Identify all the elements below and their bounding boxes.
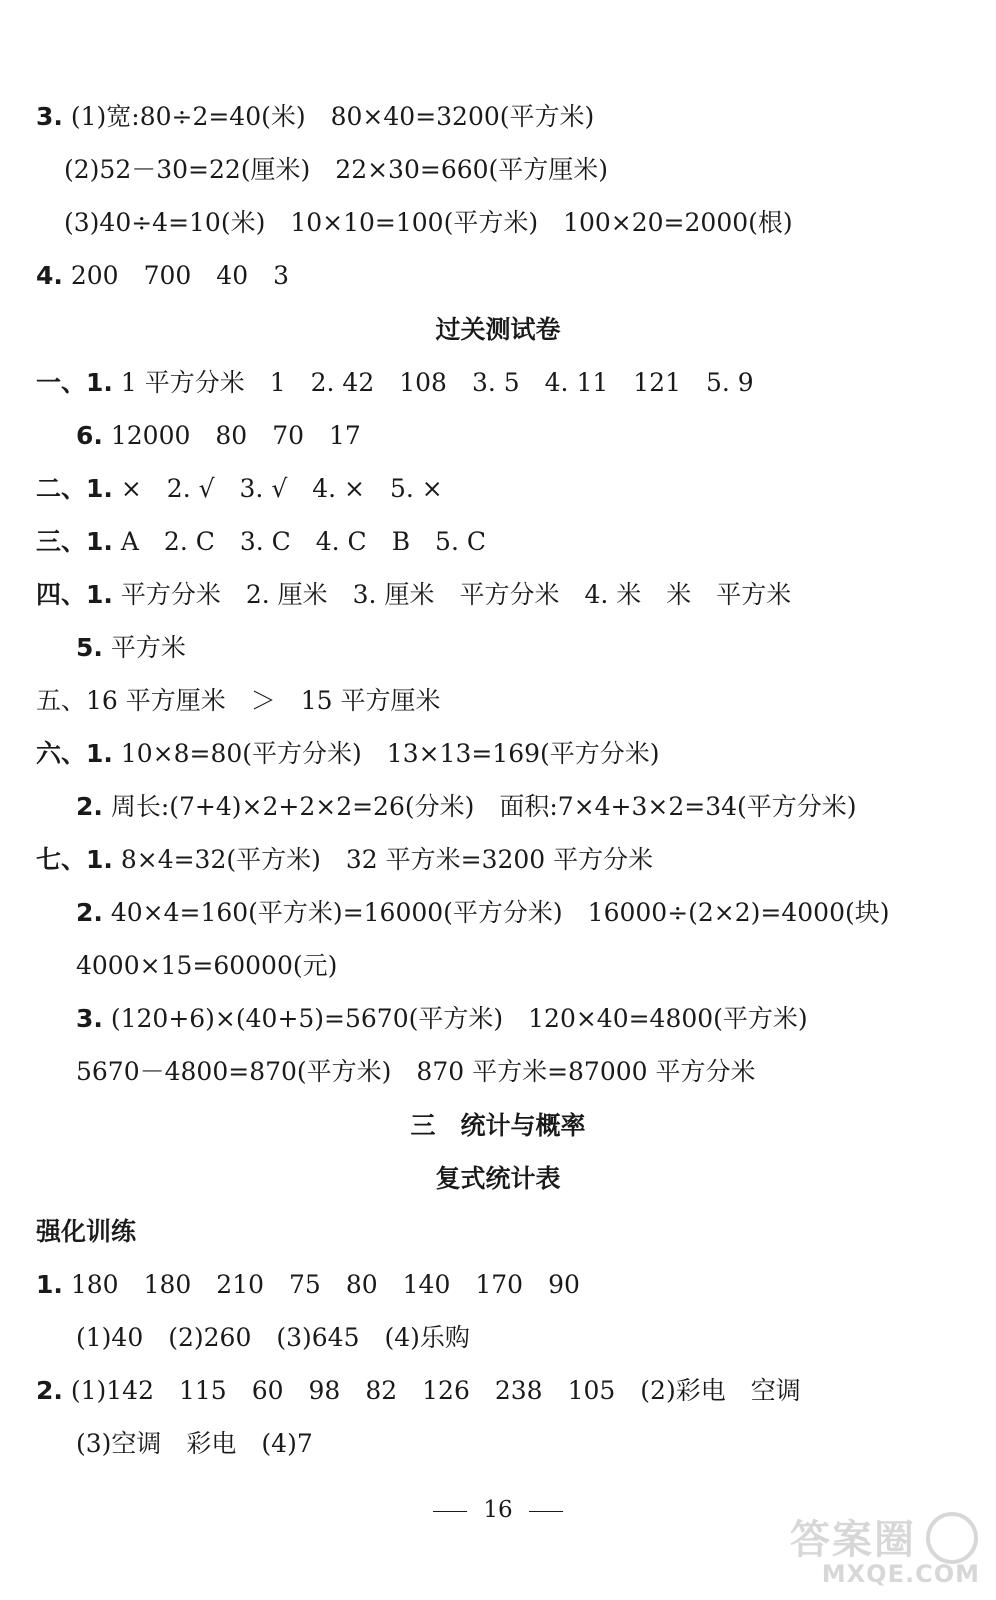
answer-line: 六、1. 10×8=80(平方分米) 13×13=169(平方分米) (36, 739, 660, 768)
answer-line: 2. 40×4=160(平方米)=16000(平方分米) 16000÷(2×2)=4000(块) (76, 898, 890, 927)
question-number: 3. (76, 1004, 103, 1033)
question-number: 六、1. (36, 739, 113, 768)
watermark-url: MXQE.COM (821, 1560, 980, 1588)
question-number: 1. (36, 1270, 63, 1299)
answer-line: 4000×15=60000(元) (76, 951, 338, 980)
answer-line: (3)空调 彩电 (4)7 (76, 1429, 313, 1458)
question-number: 三、1. (36, 527, 113, 556)
question-number: 3. (36, 102, 63, 131)
question-number: 2. (76, 792, 103, 821)
answer-line: (1)40 (2)260 (3)645 (4)乐购 (76, 1323, 470, 1352)
answer-line: 4. 200 700 40 3 (36, 261, 290, 290)
watermark-text: 答案圈 (790, 1517, 916, 1563)
question-number: 2. (36, 1376, 63, 1405)
answer-line: 2. 周长:(7+4)×2+2×2=26(分米) 面积:7×4+3×2=34(平方分米) (76, 792, 857, 821)
answer-line: 2. (1)142 115 60 98 82 126 238 105 (2)彩电 空调 (36, 1376, 801, 1405)
page-number-value: 16 (483, 1497, 513, 1523)
answer-line: 1. 180 180 210 75 80 140 170 90 (36, 1270, 580, 1299)
site-watermark (774, 1508, 984, 1596)
section-heading-training: 强化训练 (36, 1217, 137, 1246)
question-number: 6. (76, 421, 103, 450)
answer-line: 四、1. 平方分米 2. 厘米 3. 厘米 平方分米 4. 米 米 平方米 (36, 580, 792, 609)
answer-line: 七、1. 8×4=32(平方米) 32 平方米=3200 平方分米 (36, 845, 654, 874)
question-number: 七、1. (36, 845, 113, 874)
answer-line: 一、1. 1 平方分米 1 2. 42 108 3. 5 4. 11 121 5. 9 (36, 368, 754, 397)
watermark-circle-icon (926, 1512, 978, 1564)
answer-line: 二、1. × 2. √ 3. √ 4. × 5. × (36, 474, 443, 503)
answer-line: 6. 12000 80 70 17 (76, 421, 361, 450)
answer-line: 3. (1)宽:80÷2=40(米) 80×40=3200(平方米) (36, 102, 595, 131)
answer-line: 5670－4800=870(平方米) 870 平方米=87000 平方分米 (76, 1057, 756, 1086)
answer-line: (2)52－30=22(厘米) 22×30=660(平方厘米) (64, 155, 609, 184)
answer-line: (3)40÷4=10(米) 10×10=100(平方米) 100×20=2000(根) (64, 208, 793, 237)
answer-line: 五、16 平方厘米 ＞ 15 平方厘米 (36, 686, 441, 715)
question-number: 2. (76, 898, 103, 927)
answer-line: 三、1. A 2. C 3. C 4. C B 5. C (36, 527, 486, 556)
section-heading-test-paper: 过关测试卷 (435, 315, 561, 344)
question-number: 四、1. (36, 580, 113, 609)
section-heading-unit-three: 三 统计与概率 (410, 1111, 586, 1140)
question-number: 二、1. (36, 474, 113, 503)
question-number: 一、1. (36, 368, 113, 397)
page-number-dash-left (433, 1511, 467, 1512)
answer-line: 3. (120+6)×(40+5)=5670(平方米) 120×40=4800(平方米) (76, 1004, 808, 1033)
section-heading-compound-table: 复式统计表 (435, 1164, 561, 1193)
question-number: 4. (36, 261, 63, 290)
page-number-dash-right (529, 1511, 563, 1512)
question-number: 5. (76, 633, 103, 662)
answer-line: 5. 平方米 (76, 633, 186, 662)
